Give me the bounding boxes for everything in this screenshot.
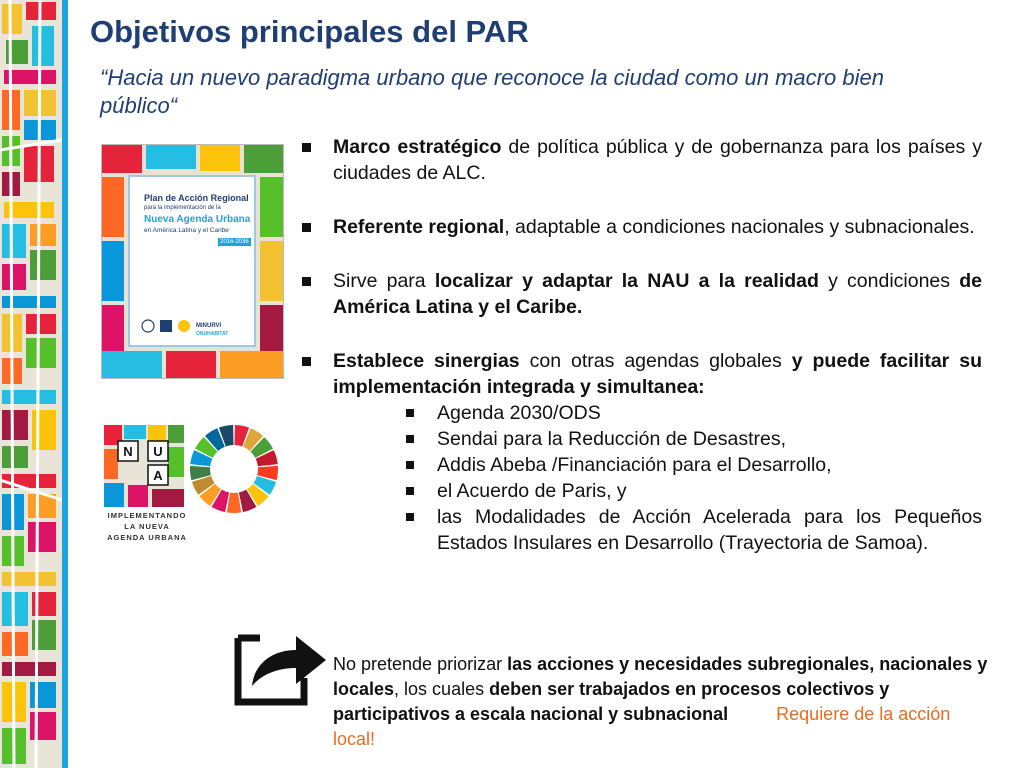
objectives-list	[300, 134, 982, 556]
square-bullet-icon	[302, 277, 311, 286]
objective-text-bold: de América Latina y el Caribe.	[333, 270, 982, 318]
sdg-wheel-segment	[227, 493, 241, 513]
nau-letter-n: N	[123, 444, 133, 459]
closing-note	[333, 652, 993, 752]
cover-title: Plan de Acción Regional	[144, 193, 249, 203]
square-bullet-icon	[302, 357, 311, 366]
objective-item	[300, 134, 982, 186]
cover-partner-logos	[140, 317, 248, 339]
blue-edge-bar	[62, 0, 68, 768]
objective-item	[300, 348, 982, 556]
agenda-sublist	[333, 400, 982, 556]
minurvi-logo-text: MINURVI	[196, 323, 222, 329]
agenda-subitem	[404, 504, 982, 556]
note-text-bold: deben ser trabajados en procesos colectivos y participativos a escala nacional y subnacional	[333, 679, 890, 724]
square-bullet-icon	[406, 513, 414, 521]
objective-text-bold: Marco estratégico	[333, 136, 502, 158]
agenda-subitem-text: Sendai para la Reducción de Desastres,	[437, 428, 787, 450]
cover-subtitle-3: en América Latina y el Caribe	[144, 227, 229, 234]
agenda-subitem	[404, 426, 982, 452]
objective-item	[300, 268, 982, 320]
cover-subtitle-1: para la implementación de la	[144, 205, 221, 211]
note-text-bold: las acciones y necesidades subregionales, nacionales y locales	[333, 654, 988, 699]
objective-text-bold: localizar y adaptar la NAU a la realidad	[434, 270, 819, 292]
objective-text: y condiciones	[818, 270, 960, 292]
nau-logo-graphic	[104, 425, 184, 507]
city-map-decoration	[0, 0, 68, 768]
nau-letter-u: U	[153, 444, 163, 459]
agenda-subitem	[404, 478, 982, 504]
page-title: Objetivos principales del PAR	[90, 14, 529, 49]
share-arrow-icon	[234, 624, 330, 706]
agenda-subitem-text: las Modalidades de Acción Acelerada para los Pequeños Estados Insulares en Desarrollo (Trayectoria de Samoa).	[437, 506, 982, 554]
objective-text-bold: Referente regional	[333, 216, 505, 238]
objective-text: de política pública y de gobernanza para los países y ciudades de ALC.	[333, 136, 982, 184]
nau-caption-line-2: LA NUEVA	[124, 522, 170, 531]
square-bullet-icon	[406, 487, 414, 495]
agenda-subitem	[404, 400, 982, 426]
agenda-subitem-text: Addis Abeba /Financiación para el Desarrollo,	[437, 454, 832, 476]
nau-logo	[104, 425, 184, 507]
objective-text-bold: y puede facilitar su implementación integrada y simultanea:	[333, 350, 982, 398]
agenda-subitem-text: el Acuerdo de Paris, y	[437, 480, 627, 502]
objective-text-bold: Establece sinergias	[333, 350, 520, 372]
nau-logo-caption	[104, 510, 190, 543]
cover-subtitle-2: Nueva Agenda Urbana	[144, 214, 251, 225]
square-bullet-icon	[302, 143, 311, 152]
page-subtitle: “Hacia un nuevo paradigma urbano que reconoce la ciudad como un macro bien público“	[100, 65, 884, 118]
report-cover-image	[101, 144, 284, 379]
onuhabitat-logo-text: ONUHABITAT	[196, 331, 229, 337]
note-text: , los cuales	[394, 679, 490, 699]
square-bullet-icon	[406, 409, 414, 417]
agenda-subitem-text: Agenda 2030/ODS	[437, 402, 601, 424]
local-action-highlight: Requiere de la acción local!	[333, 704, 951, 749]
sdg-wheel-logo	[189, 424, 279, 514]
nau-caption-line-3: AGENDA URBANA	[107, 533, 187, 542]
city-map-graphic	[0, 0, 62, 768]
agenda-subitem	[404, 452, 982, 478]
note-text: No pretende priorizar	[333, 654, 508, 674]
objective-item	[300, 214, 982, 240]
cover-panel	[128, 175, 256, 347]
square-bullet-icon	[406, 461, 414, 469]
square-bullet-icon	[406, 435, 414, 443]
objective-text: con otras agendas globales	[519, 350, 792, 372]
objective-text: Sirve para	[333, 270, 435, 292]
nau-letter-a: A	[153, 468, 163, 483]
nau-caption-line-1: IMPLEMENTANDO	[107, 511, 187, 520]
cover-years-badge: 2016-2036	[220, 239, 249, 245]
square-bullet-icon	[302, 223, 311, 232]
objective-text: , adaptable a condiciones nacionales y subnacionales.	[504, 216, 975, 238]
